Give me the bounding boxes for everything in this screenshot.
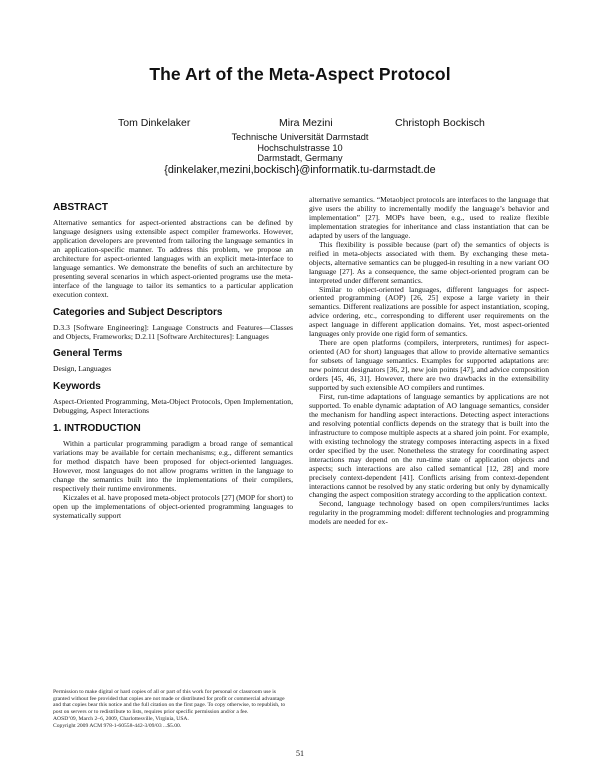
general-terms-heading: General Terms — [53, 348, 123, 360]
intro-paragraph: Kiczales et al. have proposed meta-object protocols [27] (MOP for short) to open up the implementations of object-oriented programming languages to systematically support — [53, 493, 293, 520]
venue-line: AOSD’09, March 2–6, 2009, Charlottesville, Virginia, USA. — [53, 715, 189, 722]
affiliation-university: Technische Universität Darmstadt — [231, 132, 369, 142]
affiliation-email[interactable]: {dinkelaker,mezini,bockisch}@informatik.tu-darmstadt.de — [164, 163, 436, 176]
abstract-text: Alternative semantics for aspect-oriented abstractions can be defined by language designers using extensible aspect compiler frameworks. However, application developers are prevented from tailoring the language semantics in an application-specific manner. To address this problem, we propose an architecture for aspect-oriented languages with an explicit meta-interface to language semantics. We demonstrate the benefits of such an architecture by presenting several scenarios in which aspect-oriented programs use the meta-interface of the language to tailor its semantics to a particular application execution context. — [53, 218, 293, 299]
body-paragraph: alternative semantics. “Metaobject protocols are interfaces to the language that give users the ability to incrementally modify the language’s behavior and implementation” [27]. MOPs have been, e.g., used to realize flexible implementation strategies for inheritance and class instantiation that can be adapted by users of the language. — [309, 195, 549, 240]
categories-text: D.3.3 [Software Engineering]: Language Constructs and Features—Classes and Objects, Frameworks; D.2.11 [Software Architectures]: Languages — [53, 322, 293, 341]
intro-paragraph: Within a particular programming paradigm a broad range of semantical variations may be available for certain mechanisms; e.g., different semantics for method dispatch have been proposed for object-oriented languages. However, most languages do not allow programs written in the language to change the semantics built into the implementations of their compilers, respectively their runtime environments. — [53, 439, 293, 494]
keywords-heading: Keywords — [53, 381, 101, 393]
body-paragraph: First, run-time adaptations of language semantics by applications are not supported. To enable dynamic adaptation of AO language semantics, consider the mechanism for handling aspect interactions. Detecting aspect interactions and resolving potential conflicts depends on the strategy that is built into the infrastructure to compose multiple aspects at a shared join point. For example, with existing technology the strategy composes interacting aspects in a fixed order specified by the user. Nonetheless the strategy for coordinating aspect interactions may depend on the run-time state of application objects and aspects; such interactions are also called semantical [12, 28] and more precisely context-dependent [41]. Conflicts arising from context-dependent interactions cannot be resolved by any static ordering but only by dynamically changing the aspect composition strategy according to the application context. — [309, 391, 549, 500]
abstract-heading: ABSTRACT — [53, 202, 108, 213]
paper-title: The Art of the Meta-Aspect Protocol — [149, 64, 451, 84]
author-name: Christoph Bockisch — [395, 117, 485, 129]
author-name: Mira Mezini — [279, 117, 333, 129]
categories-heading: Categories and Subject Descriptors — [53, 306, 223, 318]
general-terms-text: Design, Languages — [53, 364, 112, 374]
body-paragraph: Similar to object-oriented languages, different languages for aspect-oriented programming (AOP) [26, 25] expose a large variety in their semantics. Different realizations are possible for aspect instantiation, scoping, advice ordering, etc., corresponding to different user requirements on the aspect language in different application domains. Yet, most aspect-oriented languages only provide one rigid form of semantics. — [309, 284, 549, 339]
left-column — [53, 196, 293, 521]
body-paragraph: Second, language technology based on open compilers/runtimes lacks regularity in the programming model: different technologies and programming models are needed for ex- — [309, 499, 549, 527]
affiliation-street: Hochschulstrasse 10 — [257, 142, 343, 153]
copyright-line: Copyright 2009 ACM 978-1-60558-442-3/09/03 ...$5.00. — [53, 722, 182, 729]
body-paragraph: This flexibility is possible because (part of) the semantics of objects is reified in meta-objects associated with them. By exchanging these meta-objects, alternative semantics can be plugged-in resulting in a new variant OO language [27]. As a consequence, the same object-oriented program can be interpreted under different semantics. — [309, 239, 549, 285]
affiliation-block — [0, 132, 600, 176]
author-name: Tom Dinkelaker — [118, 117, 191, 129]
introduction-heading: 1. INTRODUCTION — [53, 423, 141, 435]
copyright-footnote — [53, 689, 293, 729]
permission-notice: Permission to make digital or hard copies of all or part of this work for personal or classroom use is granted without fee provided that copies are not made or distributed for profit or commercial advantage and that copies bear this notice and the full citation on the first page. To copy otherwise, to republish, to post on servers or to redistribute to lists, requires prior specific permission and/or a fee. — [53, 689, 286, 716]
keywords-text: Aspect-Oriented Programming, Meta-Object Protocols, Open Implementation, Debugging, Aspect Interactions — [53, 397, 293, 416]
body-paragraph: There are open platforms (compilers, interpreters, runtimes) for aspect-oriented (AO for short) languages that allow to provide alternative semantics for subsets of language semantics. Examples for supported adaptations are: new pointcut designators [36, 2], new join points [47], and advice composition orders [45, 46, 31]. However, there are two drawbacks in the extensibility supported by such extensible AO compilers and runtimes. — [309, 338, 549, 393]
right-column — [309, 196, 549, 527]
affiliation-city: Darmstadt, Germany — [257, 153, 343, 164]
page-number: 51 — [296, 749, 304, 758]
